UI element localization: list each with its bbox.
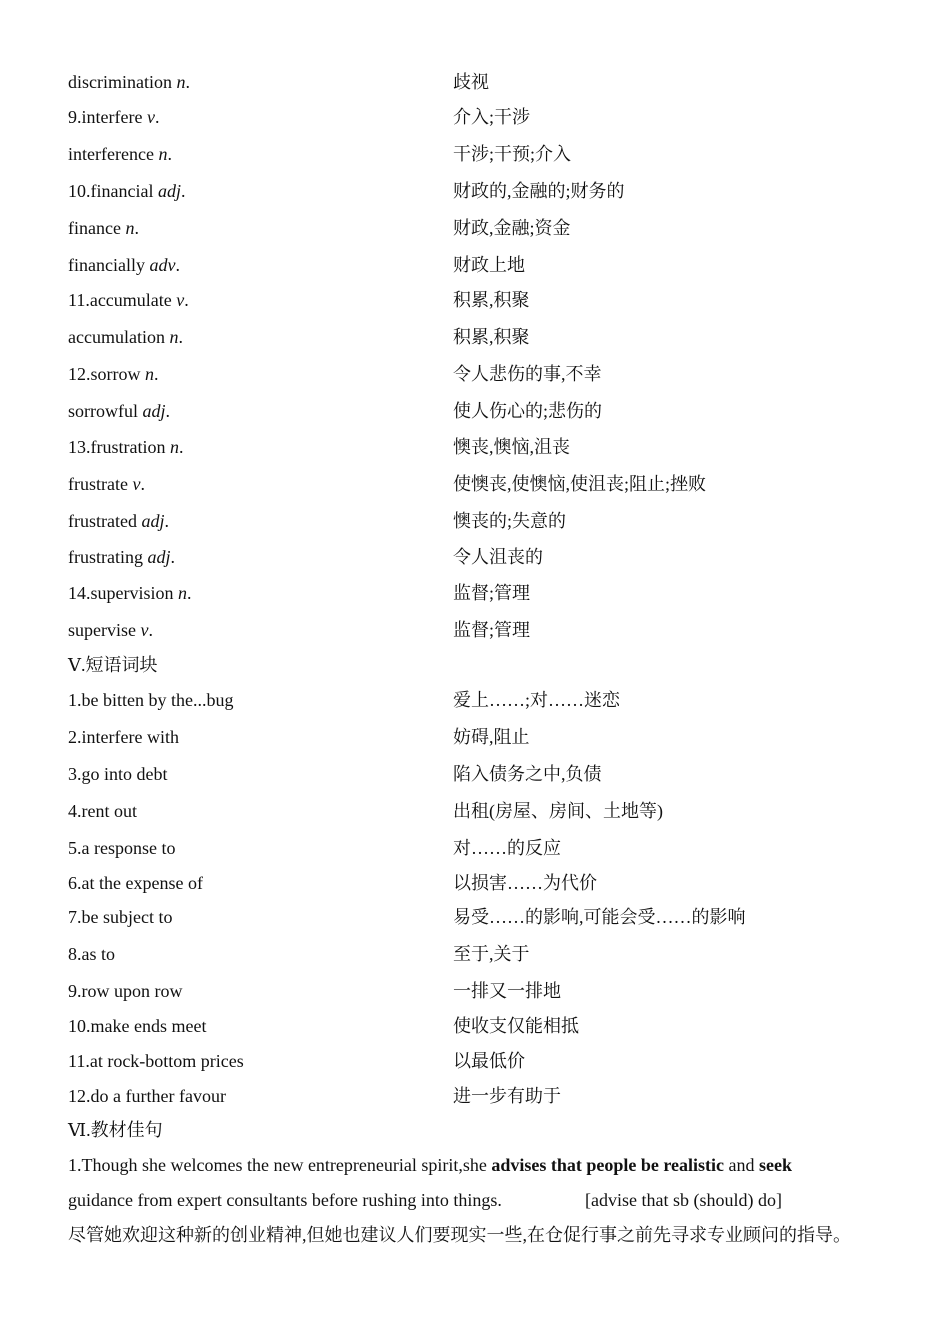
vocab-pos: n — [169, 327, 179, 347]
vocab-word: sorrowful — [68, 401, 138, 421]
vocab-meaning: 歧视 — [453, 72, 489, 92]
vocab-word: finance — [68, 218, 121, 238]
vocab-meaning: 干涉;干预;介入 — [453, 144, 572, 164]
vocab-pos: n — [125, 218, 135, 238]
phrase-en: 4.rent out — [68, 801, 137, 821]
sentence-text: and — [724, 1155, 760, 1175]
vocab-pos: v — [132, 474, 141, 494]
vocab-pos: adv — [149, 255, 176, 275]
vocab-pos: adj — [147, 547, 171, 567]
phrase-en: 1.be bitten by the...bug — [68, 690, 234, 710]
grammar-note: [advise that sb (should) do] — [585, 1190, 782, 1210]
vocab-pos: adj — [142, 401, 166, 421]
vocab-meaning: 财政的,金融的;财务的 — [453, 181, 625, 201]
sentence-bold-phrase: advises that people be realistic — [491, 1155, 725, 1175]
phrase-zh: 使收支仅能相抵 — [453, 1016, 579, 1036]
section-heading-sentences: Ⅵ.教材佳句 — [68, 1120, 163, 1140]
vocab-word: frustrated — [68, 511, 137, 531]
sentence-translation: 尽管她欢迎这种新的创业精神,但她也建议人们要现实一些,在仓促行事之前先寻求专业顾问的指导。 — [68, 1225, 851, 1245]
vocab-word: discrimination — [68, 72, 172, 92]
vocab-meaning: 令人悲伤的事,不幸 — [453, 364, 602, 384]
vocab-meaning: 积累,积聚 — [453, 290, 530, 310]
vocab-meaning: 令人沮丧的 — [453, 547, 543, 567]
phrase-en: 10.make ends meet — [68, 1016, 207, 1036]
vocab-meaning: 监督;管理 — [453, 583, 531, 603]
phrase-en: 11.at rock-bottom prices — [68, 1051, 244, 1071]
phrase-zh: 进一步有助于 — [453, 1086, 561, 1106]
phrase-zh: 易受……的影响,可能会受……的影响 — [453, 907, 746, 927]
vocab-pos: n — [176, 72, 186, 92]
vocab-meaning: 监督;管理 — [453, 620, 531, 640]
section-heading-phrases: Ⅴ.短语词块 — [68, 655, 158, 675]
vocab-word: frustrate — [68, 474, 128, 494]
sentence-text: 1.Though she welcomes the new entrepreneurial spirit,she — [68, 1155, 492, 1175]
vocab-meaning: 介入;干涉 — [453, 107, 531, 127]
vocab-meaning: 财政,金融;资金 — [453, 218, 571, 238]
phrase-en: 8.as to — [68, 944, 115, 964]
phrase-zh: 至于,关于 — [453, 944, 530, 964]
vocab-word: 12.sorrow — [68, 364, 141, 384]
vocab-pos: adj — [157, 181, 181, 201]
phrase-zh: 以最低价 — [453, 1051, 525, 1071]
vocab-pos: adj — [141, 511, 165, 531]
phrase-en: 6.at the expense of — [68, 873, 203, 893]
phrase-en: 5.a response to — [68, 838, 176, 858]
vocab-word: financially — [68, 255, 145, 275]
sentence-line-1 — [68, 1155, 792, 1175]
phrase-en: 9.row upon row — [68, 981, 183, 1001]
vocab-pos: v — [176, 290, 185, 310]
vocab-word: interference — [68, 144, 154, 164]
phrase-zh: 对……的反应 — [453, 838, 561, 858]
vocab-word: frustrating — [68, 547, 143, 567]
vocab-pos: n — [178, 583, 187, 603]
phrase-zh: 以损害……为代价 — [453, 873, 597, 893]
vocab-word: 9.interfere — [68, 107, 143, 127]
phrase-zh: 爱上……;对……迷恋 — [453, 690, 621, 710]
vocab-word: 13.frustration — [68, 437, 166, 457]
vocab-word: 11.accumulate — [68, 290, 172, 310]
vocab-word: 10.financial — [68, 181, 154, 201]
phrase-en: 2.interfere with — [68, 727, 179, 747]
sentence-line-2 — [68, 1190, 908, 1210]
phrase-zh: 出租(房屋、房间、土地等) — [453, 801, 663, 821]
phrase-zh: 陷入债务之中,负债 — [453, 764, 602, 784]
sentence-text: guidance from expert consultants before rushing into things. — [68, 1190, 502, 1210]
vocab-word: supervise — [68, 620, 136, 640]
vocab-meaning: 懊丧,懊恼,沮丧 — [453, 437, 570, 457]
vocab-meaning: 财政上地 — [453, 255, 525, 275]
vocab-pos: n — [145, 364, 154, 384]
phrase-zh: 一排又一排地 — [453, 981, 561, 1001]
vocab-pos: n — [169, 437, 179, 457]
vocab-meaning: 使人伤心的;悲伤的 — [453, 401, 603, 421]
sentence-bold-word: seek — [759, 1155, 793, 1175]
phrase-zh: 妨碍,阻止 — [453, 727, 530, 747]
vocab-meaning: 使懊丧,使懊恼,使沮丧;阻止;挫败 — [453, 474, 707, 494]
phrase-en: 3.go into debt — [68, 764, 168, 784]
vocab-pos: n — [158, 144, 168, 164]
vocab-word: 14.supervision — [68, 583, 174, 603]
vocab-meaning: 积累,积聚 — [453, 327, 530, 347]
vocab-meaning: 懊丧的;失意的 — [453, 511, 567, 531]
phrase-en: 7.be subject to — [68, 907, 173, 927]
vocab-pos: v — [140, 620, 149, 640]
vocab-word: accumulation — [68, 327, 165, 347]
vocab-pos: v — [146, 107, 155, 127]
phrase-en: 12.do a further favour — [68, 1086, 226, 1106]
